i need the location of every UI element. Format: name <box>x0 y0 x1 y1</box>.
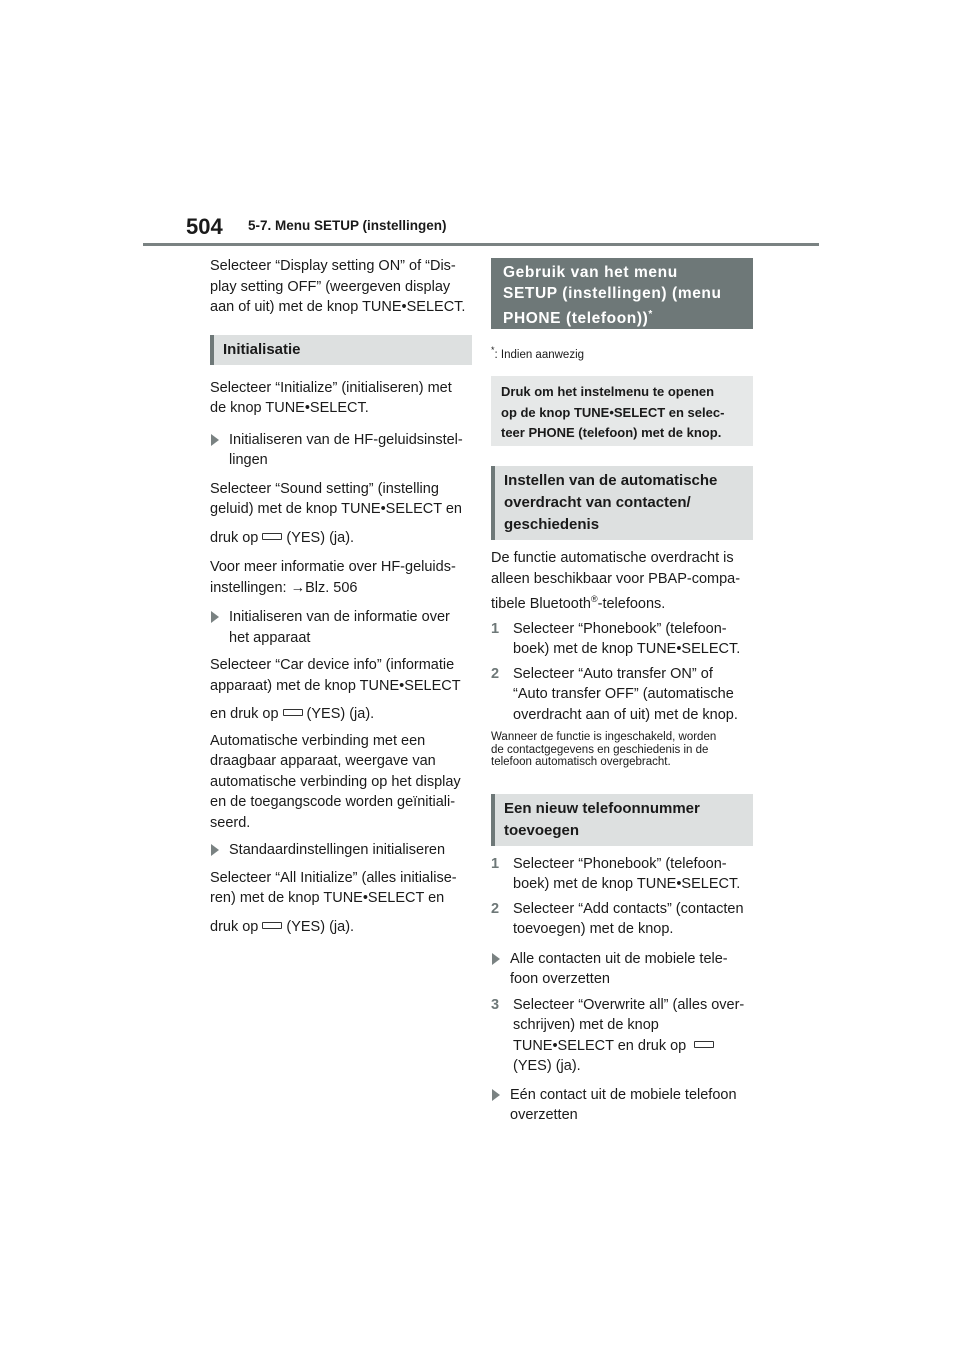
step-item: 1 Selecteer “Phonebook” (telefoon- boek) met de knop TUNE•SELECT. <box>491 854 753 895</box>
hf-info-paragraph: Voor meer informatie over HF-geluids- instellingen: →Blz. 506 <box>210 559 456 596</box>
step-number: 3 <box>491 996 500 1013</box>
new-number-heading: Een nieuw telefoonnummer toevoegen <box>491 794 753 846</box>
step-item: 1 Selecteer “Phonebook” (telefoon- boek) met de knop TUNE•SELECT. <box>491 619 753 660</box>
all-initialize-paragraph: Selecteer “All Initialize” (alles initialise- ren) met de knop TUNE•SELECT en druk op (YES) (ja). <box>210 869 457 935</box>
step-number: 1 <box>491 855 500 872</box>
header-rule <box>143 243 819 246</box>
standard-settings-bullet: Standaardinstellingen initialiseren <box>210 840 472 861</box>
button-symbol-icon <box>262 533 282 540</box>
button-symbol-icon <box>283 709 303 716</box>
instruction-box: Druk om het instelmenu te openen op de knop TUNE•SELECT en selec- teer PHONE (telefoon) met de knop. <box>491 376 753 446</box>
left-column <box>210 256 472 937</box>
section-title: 5-7. Menu SETUP (instellingen) <box>248 218 447 233</box>
triangle-bullet-icon <box>211 611 219 623</box>
triangle-bullet-icon <box>492 1089 500 1101</box>
right-column <box>491 258 753 1126</box>
button-symbol-icon <box>694 1041 714 1048</box>
sound-setting-paragraph: Selecteer “Sound setting” (instelling geluid) met de knop TUNE•SELECT en druk op (YES) (ja). <box>210 480 462 546</box>
device-info-bullet: Initialiseren van de informatie over het apparaat <box>210 607 472 648</box>
footnote: *: Indien aanwezig <box>491 345 585 361</box>
all-contacts-bullet: Alle contacten uit de mobiele tele- foon overzetten <box>491 949 753 990</box>
initialize-paragraph: Selecteer “Initialize” (initialiseren) met de knop TUNE•SELECT. <box>210 379 452 416</box>
transfer-note: Wanneer de functie is ingeschakeld, worden de contactgegevens en geschiedenis in de telefoon automatisch overgebracht. <box>491 731 717 769</box>
step-item: 3 Selecteer “Overwrite all” (alles over- schrijven) met de knop TUNE•SELECT en druk op (YES) (ja). <box>491 995 753 1077</box>
auto-transfer-paragraph: De functie automatische overdracht is alleen beschikbaar voor PBAP-compa- tibele Bluetooth®-telefoons. <box>491 550 741 613</box>
button-symbol-icon <box>262 922 282 929</box>
initialisatie-heading: Initialisatie <box>210 335 472 365</box>
car-device-paragraph: Selecteer “Car device info” (informatie apparaat) met de knop TUNE•SELECT en druk op (YES) (ja). <box>210 657 461 722</box>
triangle-bullet-icon <box>492 953 500 965</box>
auto-connect-paragraph: Automatische verbinding met een draagbaar apparaat, weergave van automatische verbinding op het display en de toegangscode worden geïnitiali- seerd. <box>210 732 461 831</box>
one-contact-bullet: Eén contact uit de mobiele telefoon overzetten <box>491 1085 753 1126</box>
step-number: 2 <box>491 900 500 917</box>
hf-bullet: Initialiseren van de HF-geluidsinstel- lingen <box>210 430 472 471</box>
auto-transfer-heading: Instellen van de automatische overdracht van contacten/ geschiedenis <box>491 466 753 540</box>
step-item: 2 Selecteer “Auto transfer ON” of “Auto transfer OFF” (automatische overdracht aan of uit) met de knop. <box>491 664 753 726</box>
step-number: 1 <box>491 620 500 637</box>
phone-menu-heading: Gebruik van het menu SETUP (instellingen) (menu PHONE (telefoon))* <box>491 258 753 329</box>
step-item: 2 Selecteer “Add contacts” (contacten toevoegen) met de knop. <box>491 899 753 940</box>
intro-paragraph: Selecteer “Display setting ON” of “Dis- play setting OFF” (weergeven display aan of uit) met de knop TUNE•SELECT. <box>210 258 466 315</box>
triangle-bullet-icon <box>211 434 219 446</box>
triangle-bullet-icon <box>211 844 219 856</box>
page-number: 504 <box>186 214 223 239</box>
step-number: 2 <box>491 665 500 682</box>
